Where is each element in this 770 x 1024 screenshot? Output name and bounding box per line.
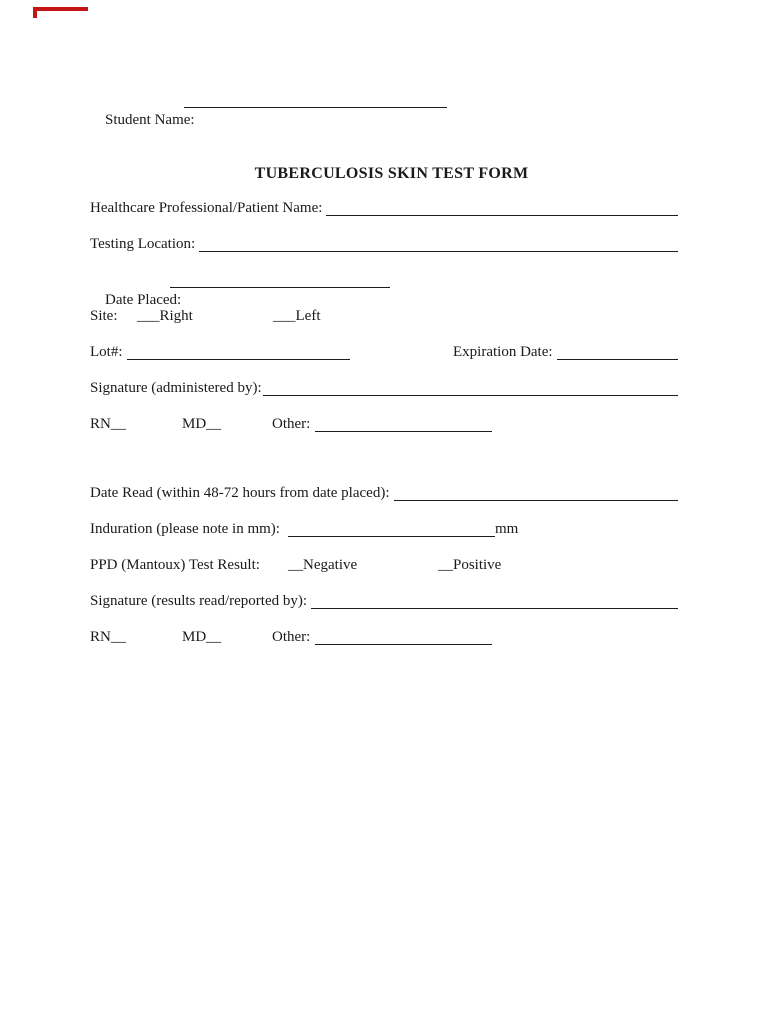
- rn-results-option[interactable]: RN__: [90, 629, 126, 645]
- induration-label: Induration (please note in mm):: [90, 521, 280, 537]
- form-title-row: [90, 144, 678, 182]
- signature-results-row: [90, 591, 678, 611]
- rn-administered-option[interactable]: RN__: [90, 416, 126, 432]
- date-placed-row: [90, 270, 678, 308]
- signature-administered-field[interactable]: [263, 378, 678, 396]
- ppd-result-row: [90, 555, 678, 575]
- site-left-option[interactable]: ___Left: [273, 308, 321, 324]
- testing-location-row: [90, 234, 678, 254]
- student-name-field[interactable]: [184, 90, 447, 108]
- form-title: TUBERCULOSIS SKIN TEST FORM: [254, 165, 529, 182]
- testing-location-field[interactable]: [199, 234, 678, 252]
- positive-option[interactable]: __Positive: [438, 557, 502, 573]
- student-name-label: Student Name:: [105, 112, 195, 128]
- expiration-date-field[interactable]: [557, 342, 678, 360]
- testing-location-label: Testing Location:: [90, 236, 196, 252]
- expiration-date-label: Expiration Date:: [453, 344, 553, 360]
- date-placed-label: Date Placed:: [105, 292, 182, 308]
- credentials-results-row: [90, 627, 678, 647]
- other-administered-label: Other:: [272, 416, 311, 432]
- induration-unit-label: mm: [495, 521, 519, 537]
- signature-administered-label: Signature (administered by):: [90, 380, 262, 396]
- red-corner-mark-horizontal: [33, 7, 88, 11]
- lot-expiration-row: [90, 342, 678, 362]
- date-placed-field[interactable]: [170, 270, 390, 288]
- hcp-name-row: [90, 198, 678, 218]
- md-administered-option[interactable]: MD__: [182, 416, 222, 432]
- red-corner-mark-vertical: [33, 7, 37, 18]
- md-results-option[interactable]: MD__: [182, 629, 222, 645]
- signature-administered-row: [90, 378, 678, 398]
- ppd-result-label: PPD (Mantoux) Test Result:: [90, 557, 260, 573]
- lot-number-label: Lot#:: [90, 344, 123, 360]
- induration-field[interactable]: [288, 519, 495, 537]
- other-results-field[interactable]: [315, 627, 492, 645]
- signature-results-label: Signature (results read/reported by):: [90, 593, 308, 609]
- signature-results-field[interactable]: [311, 591, 678, 609]
- other-administered-field[interactable]: [315, 414, 492, 432]
- induration-row: [90, 519, 678, 539]
- student-name-row: [90, 90, 678, 128]
- site-row: [90, 306, 678, 326]
- date-read-row: [90, 483, 678, 503]
- date-read-label: Date Read (within 48-72 hours from date placed):: [90, 485, 390, 501]
- site-right-option[interactable]: ___Right: [137, 308, 193, 324]
- other-results-label: Other:: [272, 629, 311, 645]
- site-label: Site:: [90, 308, 118, 324]
- hcp-name-field[interactable]: [326, 198, 678, 216]
- hcp-name-label: Healthcare Professional/Patient Name:: [90, 200, 323, 216]
- credentials-administered-row: [90, 414, 678, 434]
- negative-option[interactable]: __Negative: [288, 557, 358, 573]
- date-read-field[interactable]: [394, 483, 679, 501]
- lot-number-field[interactable]: [127, 342, 350, 360]
